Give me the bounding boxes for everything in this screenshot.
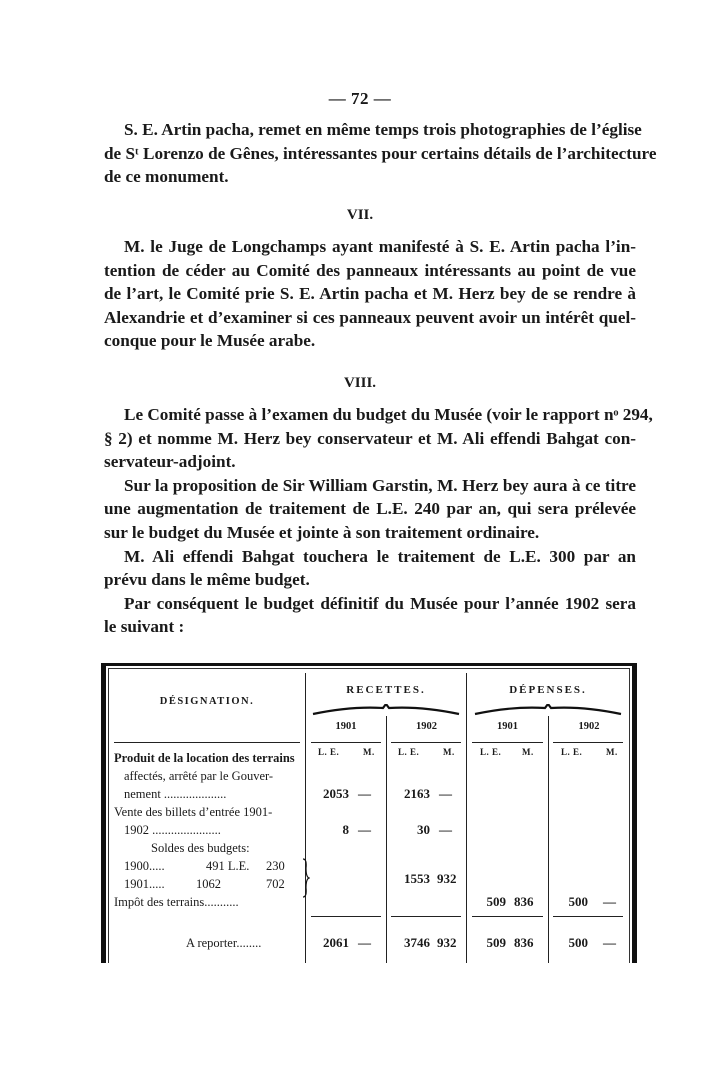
cell-depenses-1901-m: 836: [514, 894, 534, 909]
text-line: M. Ali effendi Bahgat touchera le traitement de L.E. 300 par an: [124, 546, 636, 566]
text-line: conque pour le Musée arabe.: [104, 331, 316, 351]
row-designation-line: 1900.....: [124, 859, 165, 873]
row-designation-line: Vente des billets d’entrée 1901-: [114, 805, 273, 819]
cell-recettes-1902-m: —: [439, 786, 452, 801]
text-line: prévu dans le même budget.: [104, 570, 310, 590]
cell-recettes-1902-m: 932: [437, 871, 457, 886]
header-depenses: DÉPENSES.: [509, 684, 587, 696]
unit-le: L. E.: [561, 747, 583, 757]
cell-depenses-1901-le: 509: [486, 894, 506, 909]
row-designation-value: 702: [266, 877, 285, 891]
text-line: S. E. Artin pacha, remet en même temps trois photographies de l’église: [124, 120, 642, 139]
unit-m: M.: [606, 747, 618, 757]
rule-line: [311, 742, 381, 743]
cell-depenses-1902-le: 500: [568, 894, 588, 909]
cell-recettes-1901-m: —: [358, 822, 371, 837]
section-heading-viii: VIII.: [343, 375, 377, 391]
header-year-depenses-1902: 1902: [578, 721, 600, 732]
rule-line: [391, 916, 461, 917]
total-depenses-1902-le: 500: [568, 935, 588, 950]
rule-line: [114, 742, 300, 743]
header-year-recettes-1901: 1901: [335, 721, 357, 732]
text-line: le suivant :: [104, 617, 185, 637]
text-line: de ce monument.: [104, 167, 229, 187]
total-recettes-1902-m: 932: [437, 935, 457, 950]
header-designation: DÉSIGNATION.: [159, 696, 255, 707]
row-designation: [114, 751, 295, 766]
row-designation-line: affectés, arrêté par le Gouver-: [124, 769, 274, 783]
total-depenses-1901-le: 509: [486, 935, 506, 950]
text-line: de Sᵗ Lorenzo de Gênes, intéressantes pour certains détails de l’architecture: [104, 143, 657, 163]
section-heading-vii: VII.: [346, 207, 374, 223]
rule-line: [311, 916, 381, 917]
page-number: — 72 —: [328, 89, 392, 108]
total-recettes-1901-m: —: [358, 935, 371, 950]
budget-table: [101, 663, 637, 963]
header-recettes: RECETTES.: [346, 684, 426, 696]
text-line: Le Comité passe à l’examen du budget du Musée (voir le rapport nᵒ 294,: [124, 405, 653, 424]
total-depenses-1902-m: —: [603, 935, 616, 950]
column-divider: [548, 716, 549, 963]
unit-le: L. E.: [318, 747, 340, 757]
unit-le: L. E.: [398, 747, 420, 757]
header-year-recettes-1902: 1902: [416, 721, 437, 732]
text-line: une augmentation de traitement de L.E. 240 par an, qui sera prélevée: [104, 499, 636, 519]
cell-recettes-1901-m: —: [358, 786, 371, 801]
rule-line: [391, 742, 461, 743]
row-designation-value: 230: [266, 859, 285, 873]
unit-m: M.: [443, 747, 455, 757]
unit-m: M.: [522, 747, 534, 757]
column-divider: [305, 673, 306, 963]
row-designation-line: Impôt des terrains...........: [114, 895, 239, 909]
text-line: Alexandrie et d’examiner si ces panneaux peuvent avoir un intérêt quel-: [104, 307, 636, 327]
text-line: tention de céder au Comité des panneaux intéressants au point de vue: [104, 260, 636, 280]
paragraph-artin-photographs: [104, 118, 657, 189]
table-border: [108, 668, 630, 669]
row-designation-line: 1901.....: [124, 877, 165, 891]
text-line: Par conséquent le budget définitif du Musée pour l’année 1902 sera: [124, 593, 636, 613]
row-designation-line: Soldes des budgets:: [151, 841, 250, 855]
cell-recettes-1902-le: 30: [417, 822, 430, 837]
total-depenses-1901-m: 836: [514, 935, 534, 950]
total-recettes-1902-le: 3746: [404, 935, 430, 950]
paragraph-longchamps-panels: [104, 235, 636, 353]
row-designation-value: 1062: [196, 877, 221, 891]
cell-recettes-1901-le: 8: [342, 822, 349, 837]
section-viii-body: [104, 403, 653, 639]
total-label: A reporter........: [186, 936, 262, 950]
cell-recettes-1902-m: —: [439, 822, 452, 837]
cell-recettes-1902-le: 1553: [404, 871, 430, 886]
text-line: Sur la proposition de Sir William Garstin, M. Herz bey aura à ce titre: [124, 475, 636, 495]
rule-line: [553, 742, 623, 743]
text-line: M. le Juge de Longchamps ayant manifesté à S. E. Artin pacha l’in-: [124, 237, 636, 256]
row-designation-line: 1902 ......................: [124, 823, 221, 837]
cell-recettes-1901-le: 2053: [323, 786, 349, 801]
table-border: [629, 668, 630, 963]
header-year-depenses-1901: 1901: [497, 721, 518, 732]
unit-le: L. E.: [480, 747, 502, 757]
brace-icon: [473, 704, 623, 716]
text-line: servateur-adjoint.: [104, 452, 236, 472]
cell-depenses-1902-m: —: [603, 894, 616, 909]
column-divider: [386, 716, 387, 963]
row-designation-line: nement ....................: [124, 787, 227, 801]
text-line: sur le budget du Musée et jointe à son traitement ordinaire.: [104, 522, 540, 542]
total-recettes-1901-le: 2061: [323, 935, 349, 950]
cell-recettes-1902-le: 2163: [404, 786, 430, 801]
column-divider: [466, 673, 467, 963]
row-designation-value: 491 L.E.: [206, 859, 250, 873]
rule-line: [472, 742, 543, 743]
text-line: § 2) et nomme M. Herz bey conservateur et M. Ali effendi Bahgat con-: [104, 428, 636, 448]
text-line: de l’art, le Comité prie S. E. Artin pacha et M. Herz bey de se rendre à: [104, 284, 636, 304]
right-brace-icon: [302, 858, 310, 898]
unit-m: M.: [363, 747, 375, 757]
row-designation-line: Produit de la location des terrains: [114, 751, 295, 765]
rule-line: [472, 916, 543, 917]
table-border: [108, 668, 109, 963]
brace-icon: [311, 704, 461, 716]
rule-line: [553, 916, 623, 917]
